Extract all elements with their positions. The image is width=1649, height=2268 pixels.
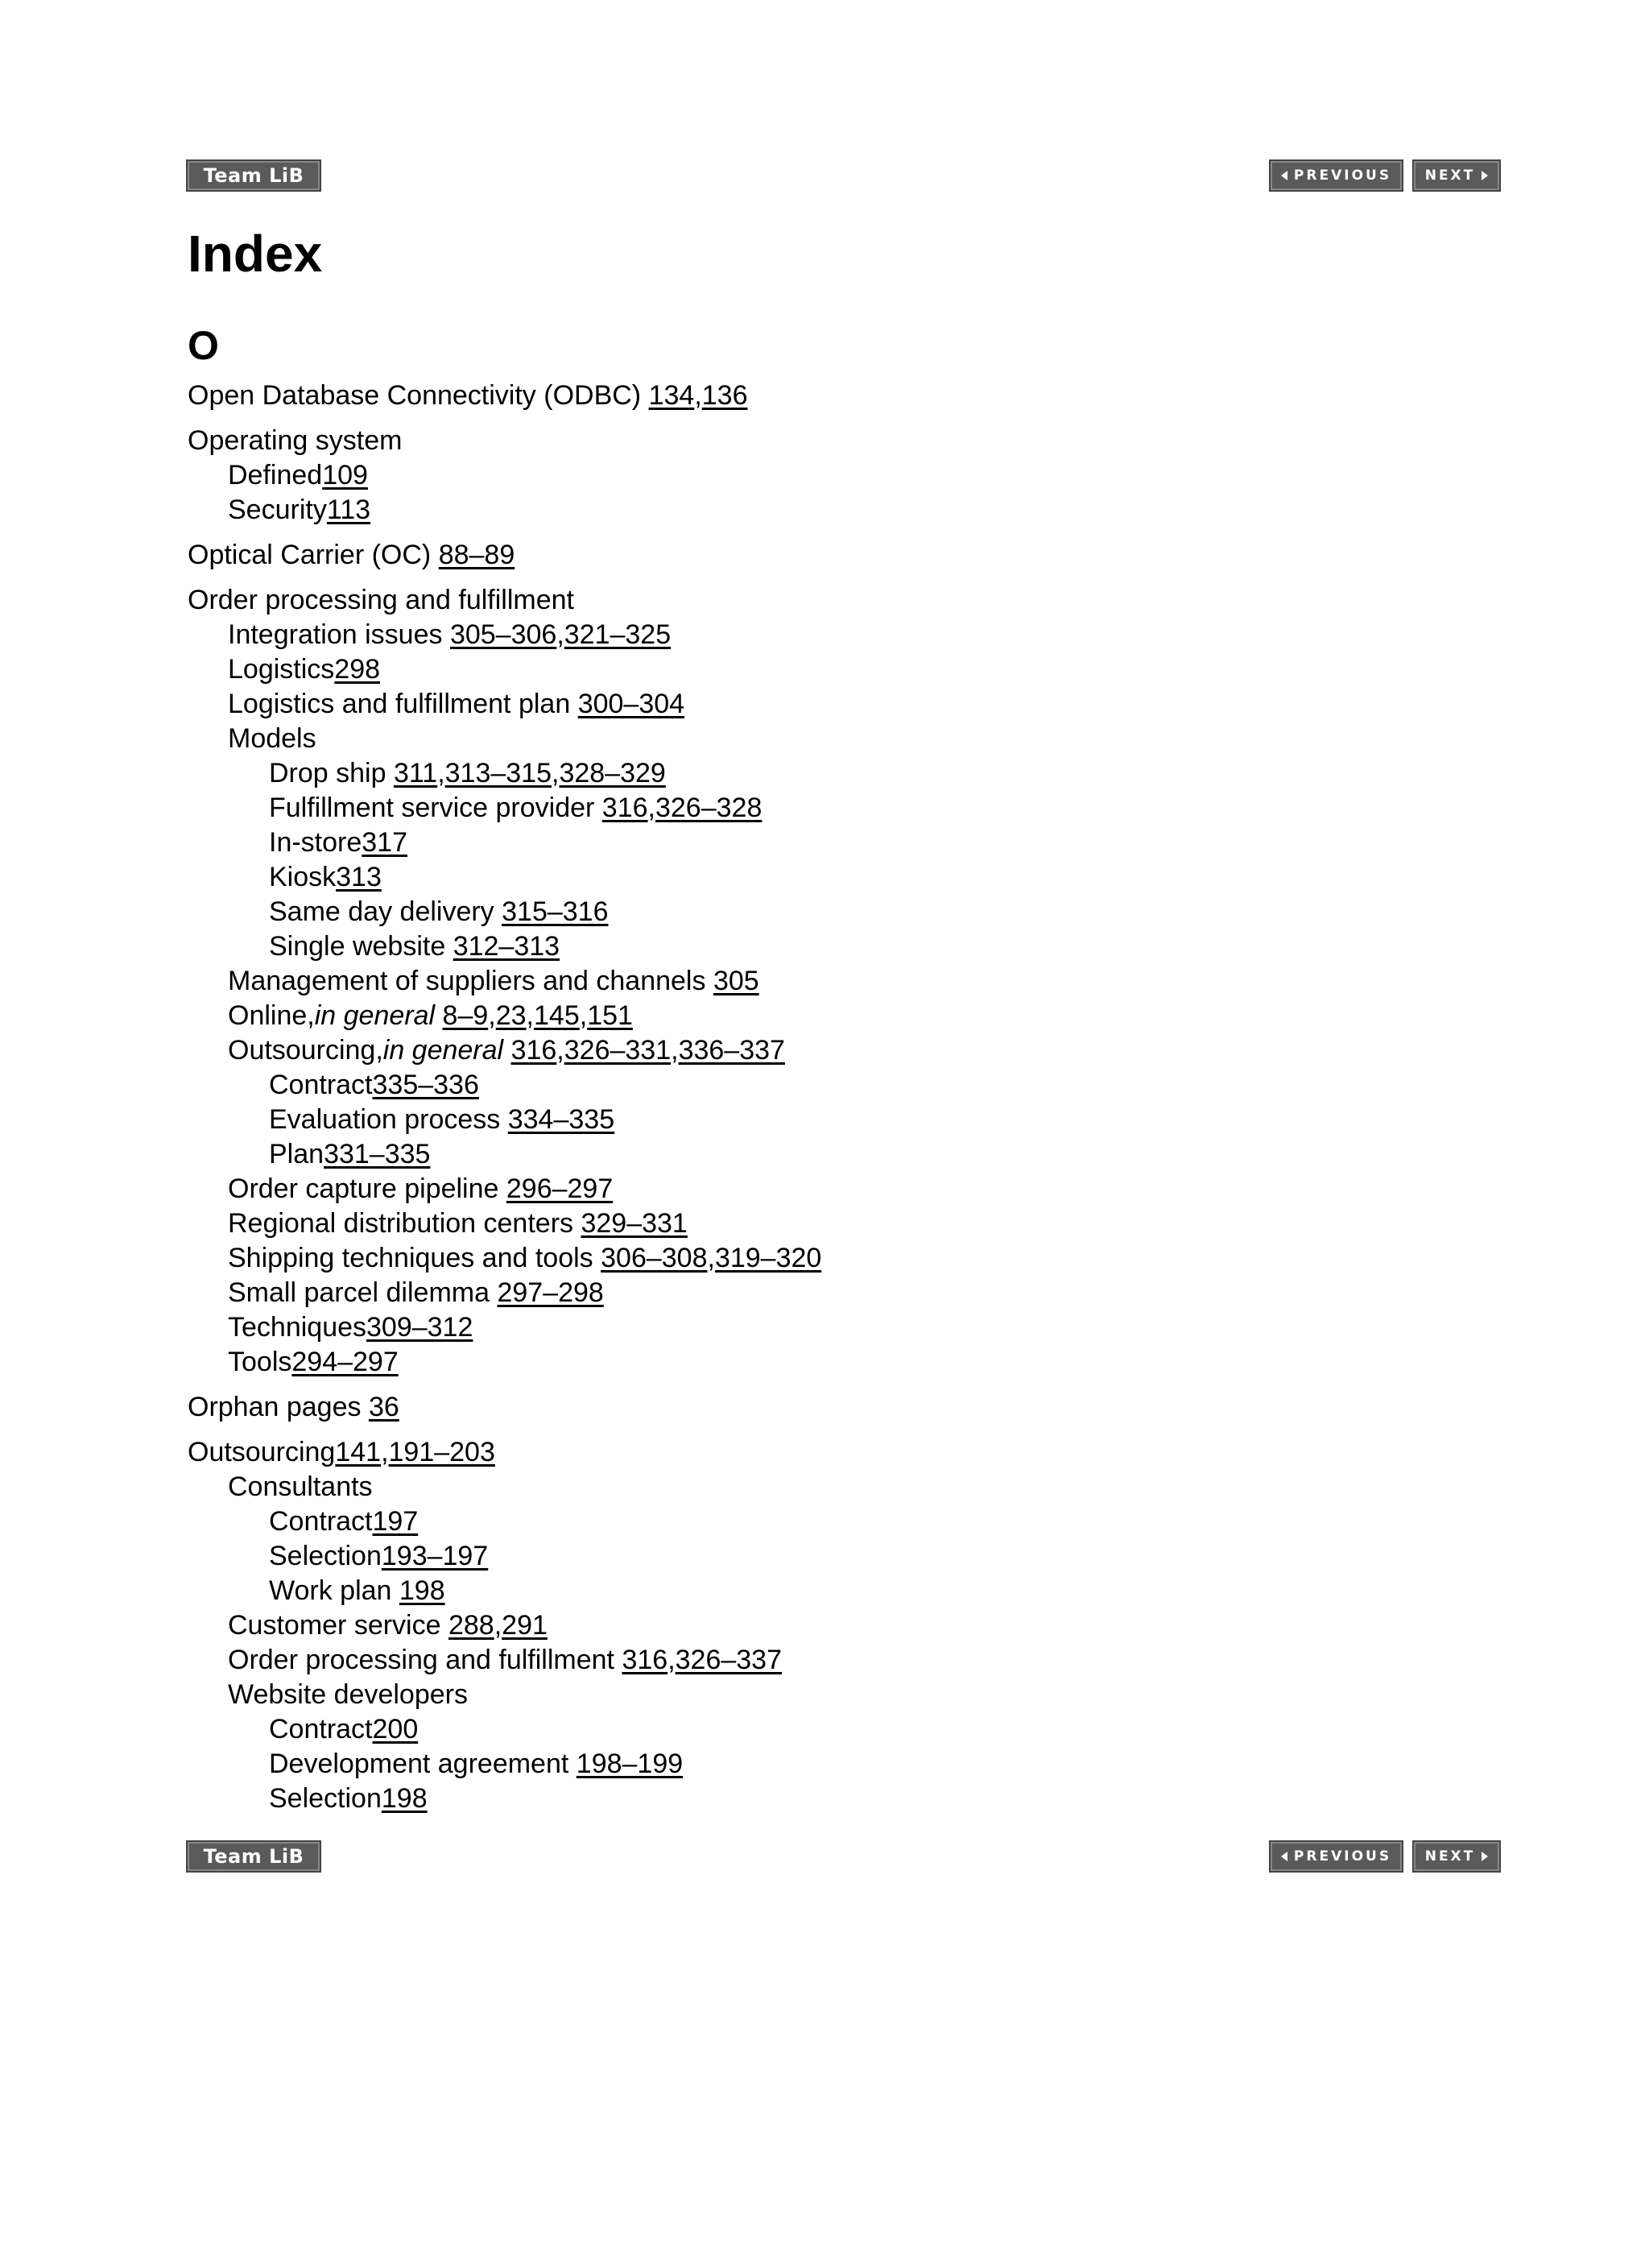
page-link[interactable]: 134	[648, 380, 695, 411]
page-link[interactable]: 311	[393, 758, 438, 788]
page-link[interactable]: 36	[368, 1392, 399, 1422]
index-entry	[188, 1470, 1476, 1504]
index-term: Selection	[269, 1541, 382, 1571]
index-term: Outsourcing	[188, 1437, 336, 1467]
index-term: Shipping techniques and tools	[228, 1243, 601, 1273]
index-entry: Outsourcing141,191–203	[188, 1437, 495, 1467]
index-term: Same day delivery	[269, 896, 502, 927]
index-list	[188, 379, 1476, 1816]
page-link[interactable]: 316	[510, 1035, 557, 1066]
page-link[interactable]: 336–337	[678, 1035, 785, 1066]
index-entry	[188, 1539, 1476, 1574]
page-link[interactable]: 315–316	[502, 896, 609, 927]
page-link[interactable]: 317	[362, 827, 407, 858]
index-entry	[188, 826, 1476, 860]
page-link[interactable]: 109	[322, 460, 368, 490]
index-term: Development agreement	[269, 1749, 577, 1779]
index-term: Outsourcing,	[228, 1035, 383, 1066]
index-term: Order capture pipeline	[228, 1173, 506, 1204]
index-term: Logistics	[228, 654, 335, 685]
index-entry: Drop ship 311,313–315,328–329	[269, 758, 666, 788]
index-entry	[188, 1103, 1476, 1137]
index-term: Management of suppliers and channels	[228, 966, 713, 996]
page-link[interactable]: 306–308	[601, 1243, 708, 1273]
index-entry	[188, 687, 1476, 722]
team-lib-button[interactable]	[188, 161, 320, 190]
index-entry	[188, 1574, 1476, 1608]
right-arrow-icon	[1482, 171, 1488, 180]
page-link[interactable]: 23	[495, 1000, 527, 1031]
page-link[interactable]: 316	[601, 793, 648, 823]
index-entry	[188, 1206, 1476, 1241]
left-arrow-icon	[1281, 1852, 1287, 1861]
left-arrow-icon	[1281, 171, 1287, 180]
index-term: Orphan pages	[188, 1392, 369, 1422]
index-term: Regional distribution centers	[228, 1208, 581, 1239]
index-entry	[188, 1678, 1476, 1712]
page-link[interactable]: 191–203	[388, 1437, 495, 1467]
index-term: Single website	[269, 931, 453, 962]
page-link[interactable]: 335–336	[372, 1070, 479, 1100]
page-link[interactable]: 294–297	[291, 1347, 399, 1377]
page-link[interactable]: 313–315	[444, 758, 552, 788]
index-entry	[188, 1390, 1476, 1425]
page-link[interactable]: 329–331	[581, 1208, 688, 1239]
index-term: Open Database Connectivity (ODBC)	[188, 380, 649, 411]
top-nav-bar	[188, 161, 1499, 193]
page-link[interactable]: 298	[334, 654, 381, 685]
previous-button[interactable]	[1271, 161, 1402, 190]
next-label: NEXT	[1424, 1848, 1476, 1864]
page-link[interactable]: 321–325	[564, 619, 672, 650]
index-term: Work plan	[269, 1575, 399, 1606]
page-link[interactable]: 151	[587, 1000, 633, 1031]
page-link[interactable]: 136	[701, 380, 748, 411]
index-term: Techniques	[228, 1312, 367, 1343]
previous-button-bottom[interactable]	[1271, 1842, 1402, 1871]
page-link[interactable]: 198	[399, 1575, 445, 1606]
index-entry	[188, 424, 1476, 458]
next-button[interactable]	[1414, 161, 1499, 190]
page-link[interactable]: 313	[336, 862, 382, 892]
index-term: Order processing and fulfillment	[188, 585, 575, 615]
page-link[interactable]: 309–312	[366, 1312, 473, 1343]
section-letter: O	[188, 323, 219, 368]
page-link[interactable]: 331–335	[324, 1139, 431, 1169]
index-entry	[188, 1747, 1476, 1782]
previous-label: PREVIOUS	[1293, 1848, 1392, 1864]
next-button-bottom[interactable]	[1414, 1842, 1499, 1871]
index-term: Website developers	[228, 1679, 468, 1710]
page-link[interactable]: 200	[372, 1714, 419, 1744]
index-term: Plan	[269, 1139, 324, 1169]
index-entry	[188, 895, 1476, 929]
index-entry	[188, 929, 1476, 964]
index-qualifier: in general	[314, 1000, 436, 1031]
index-term: Defined	[228, 460, 323, 490]
index-term: Kiosk	[269, 862, 337, 892]
index-entry: Online,in general 8–9,23,145,151	[228, 1000, 633, 1031]
page-link[interactable]: 198	[381, 1783, 428, 1814]
page-title: Index	[188, 225, 323, 283]
index-term: Order processing and fulfillment	[228, 1645, 622, 1675]
index-term: Evaluation process	[269, 1104, 508, 1135]
page-link[interactable]: 8–9	[442, 1000, 489, 1031]
team-lib-label: Team LiB	[203, 164, 304, 187]
index-entry	[188, 1137, 1476, 1172]
index-entry: Outsourcing,in general 316,326–331,336–337	[228, 1035, 785, 1066]
index-entry	[188, 1782, 1476, 1816]
index-term: Tools	[228, 1347, 292, 1377]
next-label: NEXT	[1424, 168, 1476, 184]
index-term: Selection	[269, 1783, 382, 1814]
page-link[interactable]: 291	[502, 1610, 548, 1641]
index-term: Customer service	[228, 1610, 448, 1641]
index-entry	[188, 1310, 1476, 1345]
index-entry	[188, 1345, 1476, 1380]
index-entry	[188, 652, 1476, 687]
page-link[interactable]: 198–199	[576, 1749, 684, 1779]
page-link[interactable]: 288	[448, 1610, 494, 1641]
index-qualifier: in general	[382, 1035, 504, 1066]
index-entry	[188, 1068, 1476, 1103]
index-entry: Open Database Connectivity (ODBC) 134,136	[188, 380, 748, 411]
previous-label: PREVIOUS	[1293, 168, 1392, 184]
index-term: In-store	[269, 827, 362, 858]
page-link[interactable]: 316	[622, 1645, 668, 1675]
page-link[interactable]: 145	[534, 1000, 580, 1031]
index-entry: Fulfillment service provider 316,326–328	[269, 793, 763, 823]
index-entry: Order processing and fulfillment 316,326–337	[228, 1645, 783, 1675]
team-lib-label: Team LiB	[203, 1845, 304, 1868]
page-link[interactable]: 193–197	[381, 1541, 489, 1571]
page-link[interactable]: 326–337	[675, 1645, 783, 1675]
page-link[interactable]: 312–313	[453, 931, 560, 962]
index-entry: Shipping techniques and tools 306–308,319–320	[228, 1243, 822, 1273]
page-link[interactable]: 305–306	[449, 619, 557, 650]
index-term: Consultants	[228, 1471, 373, 1502]
page-link[interactable]: 326–331	[564, 1035, 672, 1066]
index-term: Logistics and fulfillment plan	[228, 689, 578, 719]
index-term: Fulfillment service provider	[269, 793, 602, 823]
index-term: Contract	[269, 1714, 373, 1744]
index-entry	[188, 493, 1476, 528]
index-entry: Customer service 288,291	[228, 1610, 548, 1641]
index-term: Small parcel dilemma	[228, 1277, 498, 1308]
index-entry	[188, 538, 1476, 573]
page-link[interactable]: 334–335	[507, 1104, 615, 1135]
page-link[interactable]: 113	[326, 495, 371, 525]
page-link[interactable]: 326–328	[655, 793, 763, 823]
page-link[interactable]: 319–320	[714, 1243, 822, 1273]
index-term: Drop ship	[269, 758, 394, 788]
team-lib-button-bottom[interactable]	[188, 1842, 320, 1871]
page-link[interactable]: 296–297	[506, 1173, 614, 1204]
page-link[interactable]: 197	[372, 1506, 419, 1537]
index-term: Security	[228, 495, 327, 525]
index-entry	[188, 1172, 1476, 1206]
index-term: Contract	[269, 1506, 373, 1537]
page-link[interactable]: 297–298	[497, 1277, 604, 1308]
index-entry	[188, 1276, 1476, 1310]
index-term: Online,	[228, 1000, 315, 1031]
index-entry	[188, 722, 1476, 756]
page-link[interactable]: 300–304	[577, 689, 685, 719]
index-entry	[188, 458, 1476, 493]
page-link[interactable]: 141	[335, 1437, 382, 1467]
page-link[interactable]: 305	[713, 966, 759, 996]
right-arrow-icon	[1482, 1852, 1488, 1861]
bottom-nav-bar	[188, 1842, 1499, 1874]
page-link[interactable]: 88–89	[438, 540, 515, 570]
index-term: Operating system	[188, 425, 403, 456]
index-term: Optical Carrier (OC)	[188, 540, 439, 570]
index-entry	[188, 583, 1476, 618]
index-entry	[188, 964, 1476, 999]
index-entry	[188, 860, 1476, 895]
index-term: Integration issues	[228, 619, 450, 650]
index-entry: Integration issues 305–306,321–325	[228, 619, 672, 650]
index-entry	[188, 1712, 1476, 1747]
index-entry	[188, 1504, 1476, 1539]
index-term: Contract	[269, 1070, 373, 1100]
index-term: Models	[228, 723, 316, 754]
page-link[interactable]: 328–329	[559, 758, 666, 788]
